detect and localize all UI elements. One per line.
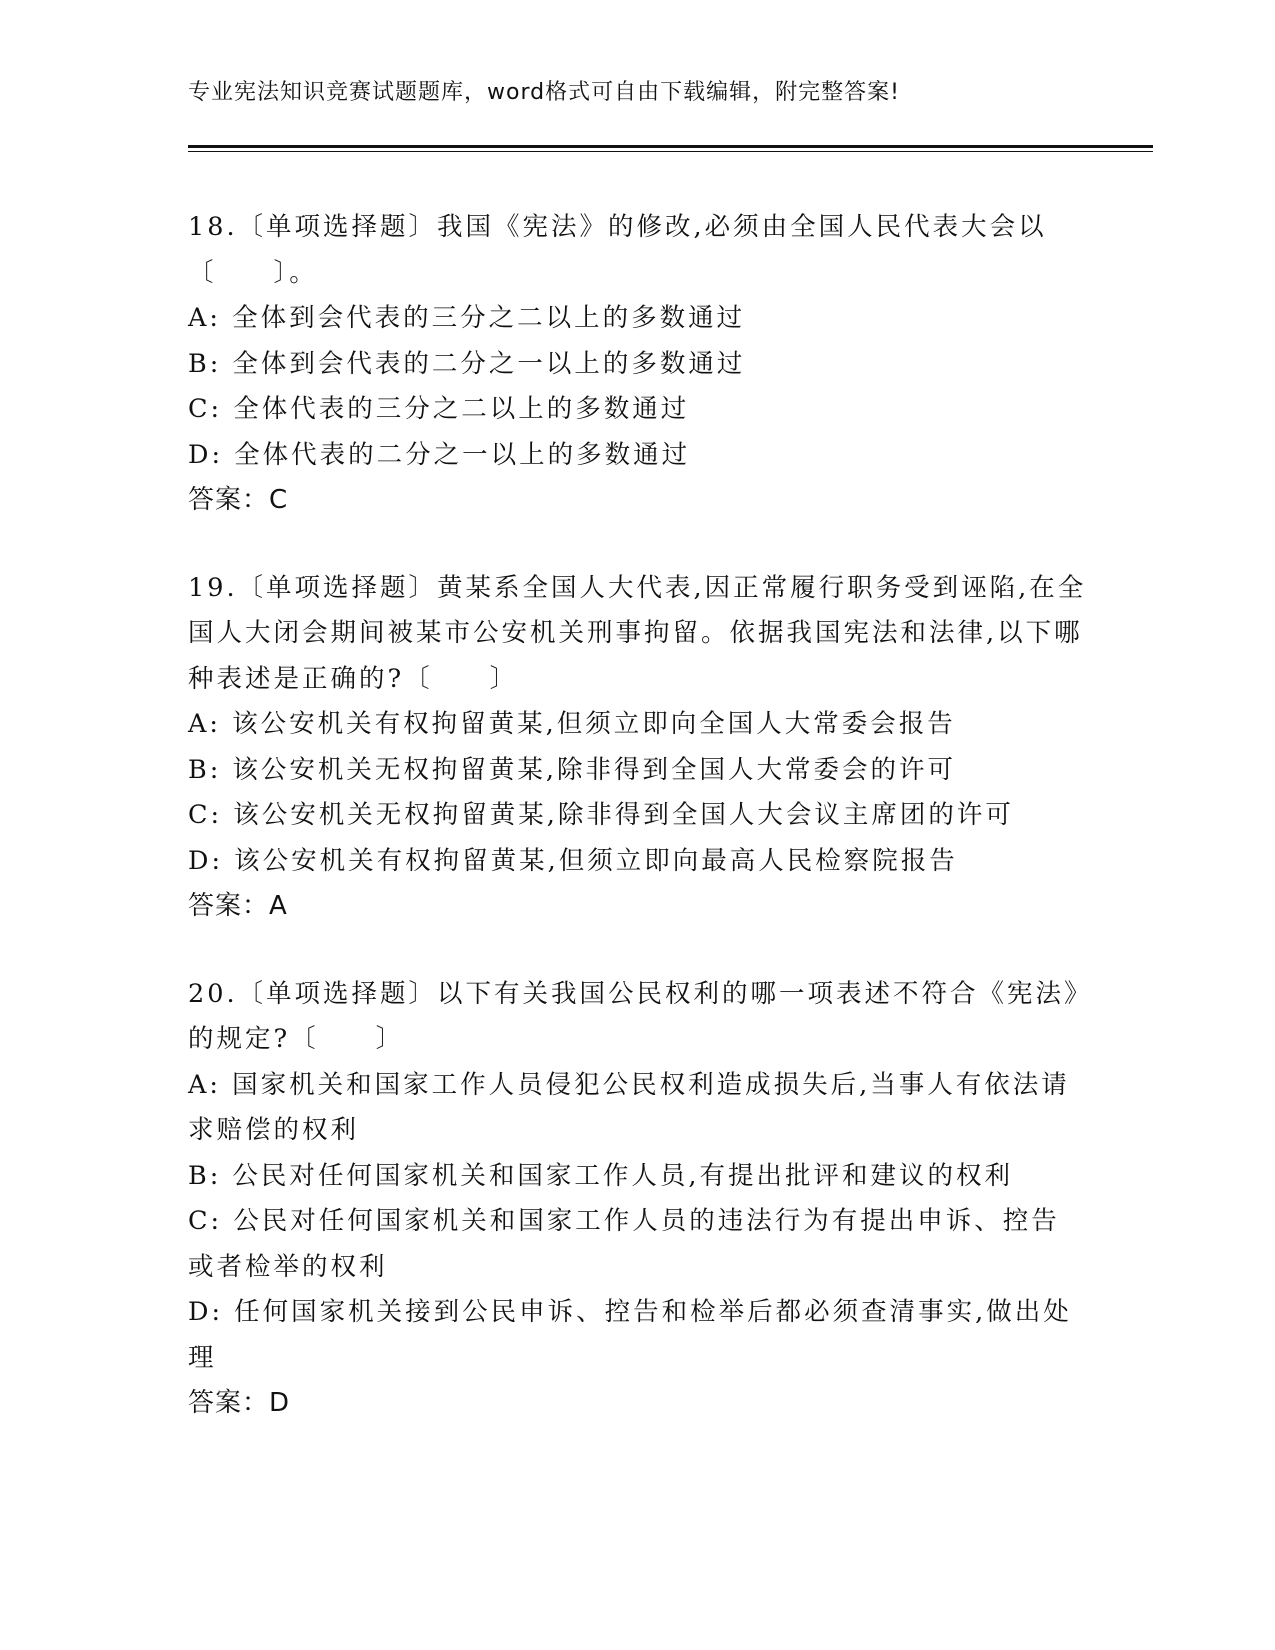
question-stem: 18.〔单项选择题〕我国《宪法》的修改,必须由全国人民代表大会以〔 〕。	[188, 212, 1047, 288]
option-c: C: 全体代表的三分之二以上的多数通过	[188, 394, 690, 424]
question-18	[188, 205, 1088, 524]
option-b: B: 公民对任何国家机关和国家工作人员,有提出批评和建议的权利	[188, 1160, 1014, 1191]
header-rule-thin	[188, 151, 1153, 152]
option-a: A: 全体到会代表的三分之二以上的多数通过	[188, 303, 746, 333]
option-d: D: 全体代表的二分之一以上的多数通过	[188, 439, 691, 470]
option-a: A: 该公安机关有权拘留黄某,但须立即向全国人大常委会报告	[188, 709, 956, 739]
header-rule-thick	[188, 145, 1153, 148]
document-header: 专业宪法知识竞赛试题题库，word格式可自由下载编辑，附完整答案!	[188, 80, 900, 105]
option-b: B: 该公安机关无权拘留黄某,除非得到全国人大常委会的许可	[188, 754, 957, 785]
option-b: B: 全体到会代表的二分之一以上的多数通过	[188, 348, 746, 379]
answer: 答案：C	[188, 485, 289, 515]
question-stem: 20.〔单项选择题〕以下有关我国公民权利的哪一项表述不符合《宪法》的规定?〔 〕	[188, 978, 1080, 1054]
option-d: D: 任何国家机关接到公民申诉、控告和检举后都必须查清事实,做出处理	[188, 1297, 1072, 1373]
answer: 答案：A	[188, 891, 288, 921]
question-19	[188, 566, 1088, 930]
answer: 答案：D	[188, 1388, 291, 1418]
question-list	[188, 205, 1088, 1469]
option-d: D: 该公安机关有权拘留黄某,但须立即向最高人民检察院报告	[188, 845, 958, 876]
option-c: C: 公民对任何国家机关和国家工作人员的违法行为有提出申诉、控告或者检举的权利	[188, 1206, 1060, 1282]
option-a: A: 国家机关和国家工作人员侵犯公民权利造成损失后,当事人有依法请求赔偿的权利	[188, 1069, 1070, 1145]
question-20	[188, 972, 1088, 1427]
question-stem: 19.〔单项选择题〕黄某系全国人大代表,因正常履行职务受到诬陷,在全国人大闭会期间被某市公安机关刑事拘留。依据我国宪法和法律,以下哪种表述是正确的?〔 〕	[188, 572, 1087, 694]
option-c: C: 该公安机关无权拘留黄某,除非得到全国人大会议主席团的许可	[188, 800, 1014, 830]
